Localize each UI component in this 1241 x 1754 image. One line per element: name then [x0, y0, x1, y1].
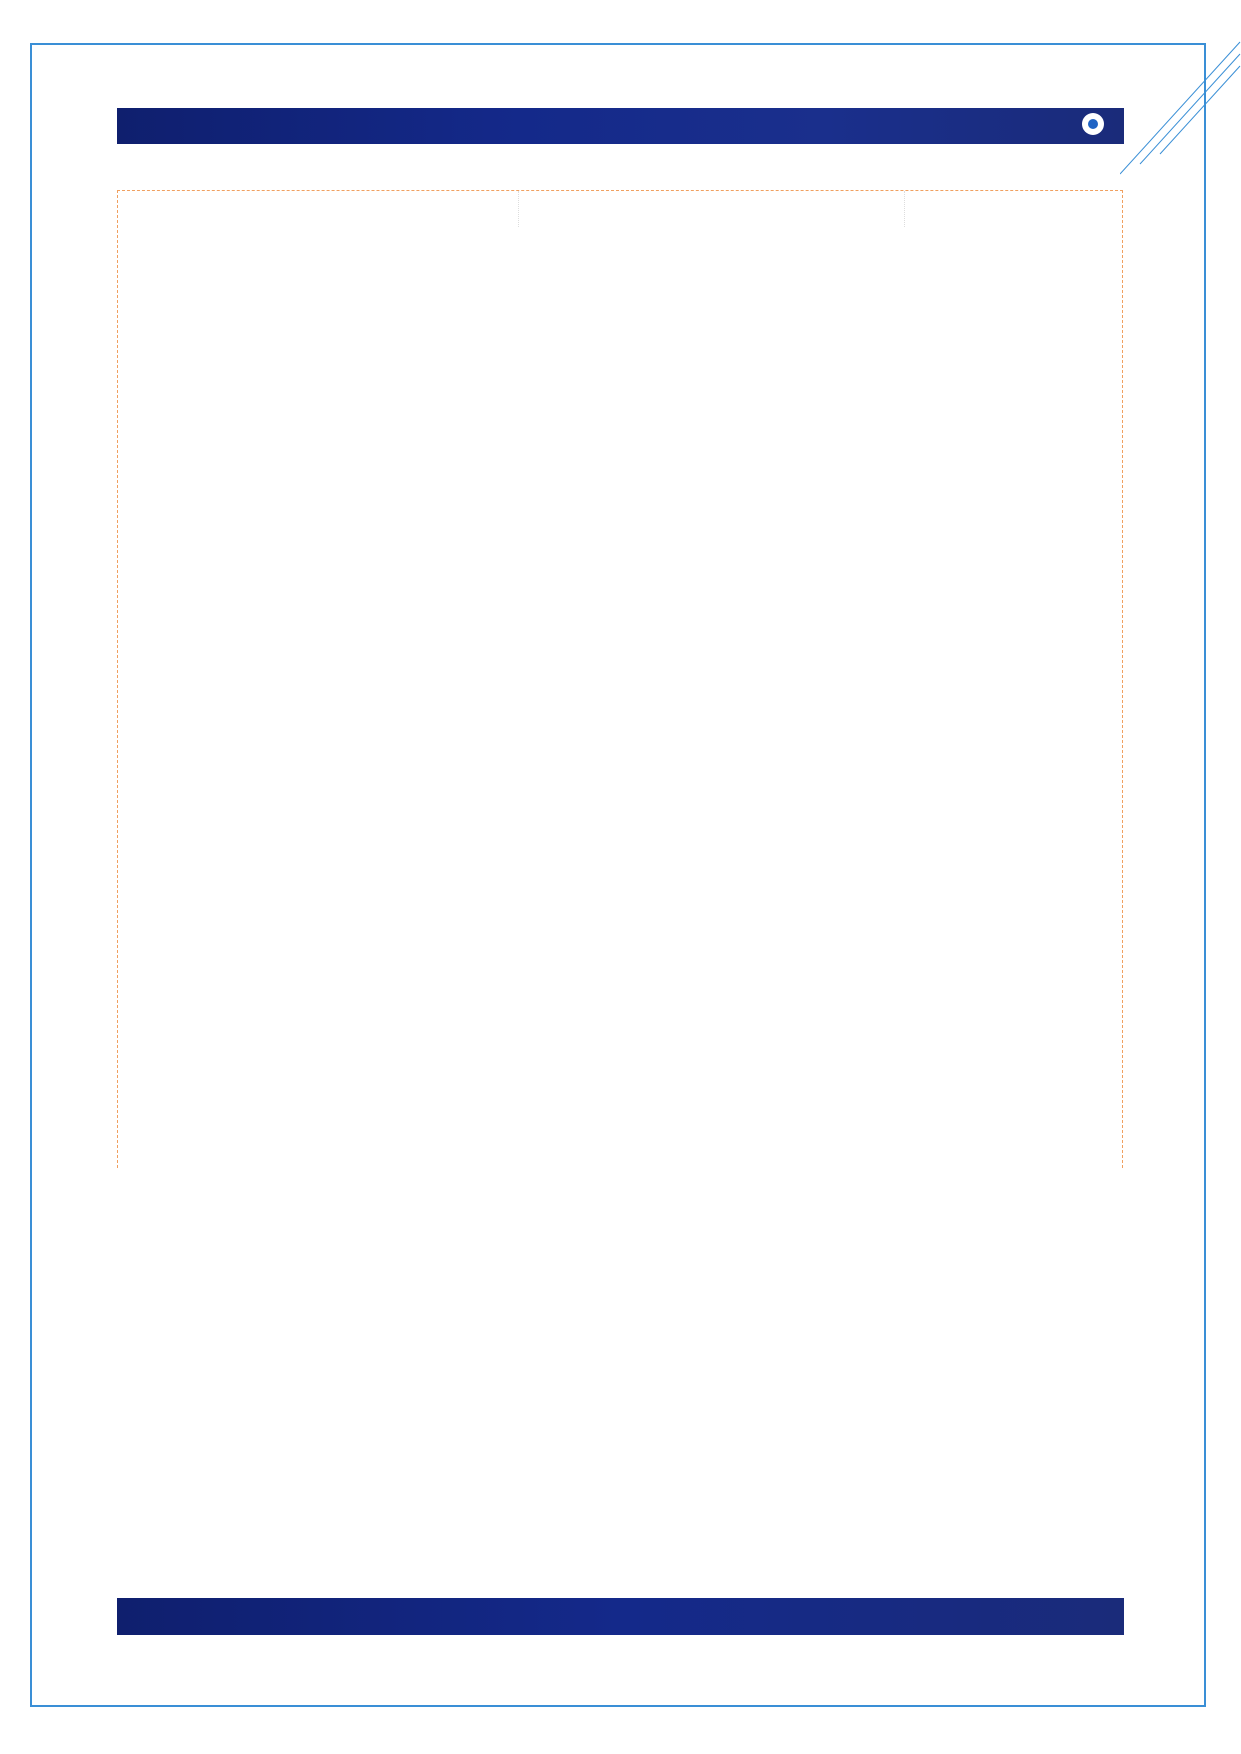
header-banner [117, 108, 1124, 144]
pcr-table-panel [117, 190, 1123, 1168]
table-title-row [118, 191, 1122, 231]
company-logo [1082, 113, 1110, 135]
title-divider [518, 191, 519, 227]
corner-decoration [1120, 40, 1241, 175]
logo-mark-icon [1082, 113, 1104, 135]
title-divider [904, 191, 905, 227]
footer-banner [117, 1598, 1124, 1635]
